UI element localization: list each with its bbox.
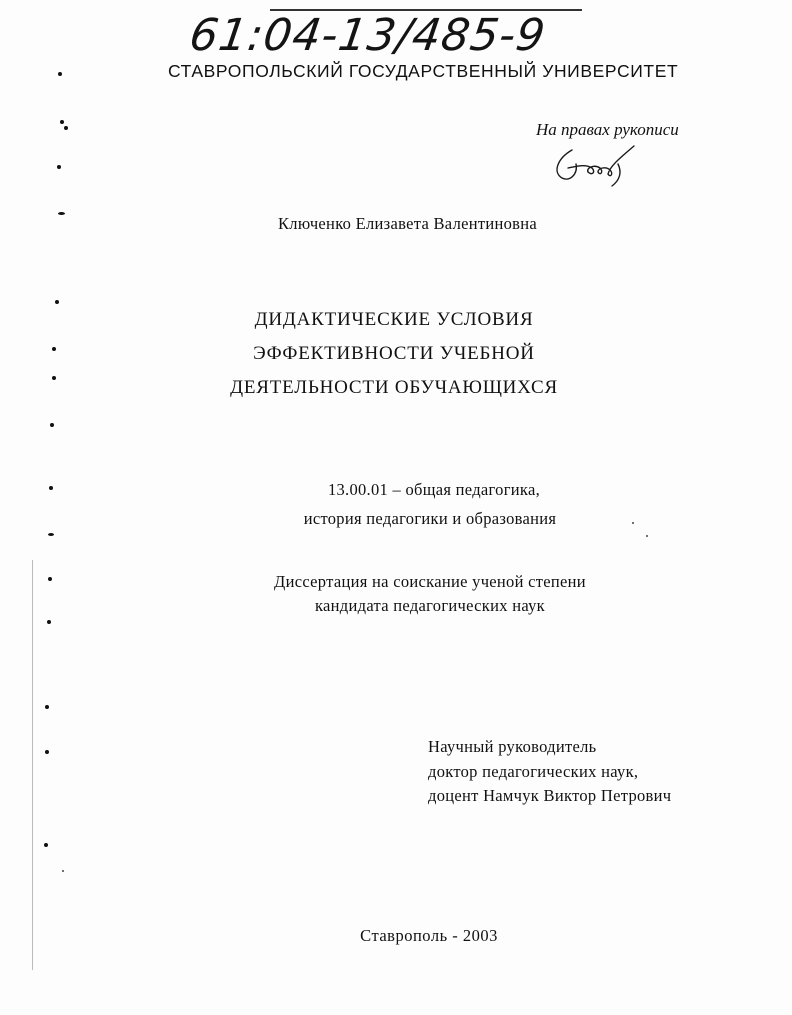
- margin-mark: [58, 212, 65, 215]
- scan-speck: [62, 870, 64, 872]
- specialty-name: история педагогики и образования: [303, 509, 557, 528]
- degree-line-1: Диссертация на соискание ученой степени: [274, 572, 586, 591]
- margin-mark: [52, 376, 56, 380]
- margin-mark: [50, 423, 54, 427]
- supervisor-title: Научный руководитель: [428, 737, 597, 756]
- specialty-code: 13.00.01 – общая педагогика,: [327, 480, 541, 499]
- degree-line-2: кандидата педагогических наук: [314, 596, 545, 615]
- signature: [548, 138, 648, 190]
- city-year: Ставрополь - 2003: [360, 926, 498, 945]
- author-name: Ключенко Елизавета Валентиновна: [278, 214, 538, 233]
- scan-speck: [632, 522, 634, 524]
- margin-mark: [64, 126, 68, 130]
- margin-mark: [60, 120, 64, 124]
- manuscript-label: На правах рукописи: [536, 120, 679, 139]
- thesis-title-line-1: ДИДАКТИЧЕСКИЕ УСЛОВИЯ: [254, 309, 534, 330]
- margin-mark: [45, 750, 49, 754]
- margin-mark: [45, 705, 49, 709]
- margin-mark: [52, 347, 56, 351]
- margin-mark: [57, 165, 61, 169]
- archive-number: 61:04-13/485-9: [186, 10, 549, 61]
- binding-shadow-line: [32, 560, 33, 970]
- supervisor-degree: доктор педагогических наук,: [428, 762, 639, 781]
- thesis-title-line-2: ЭФФЕКТИВНОСТИ УЧЕБНОЙ: [253, 343, 535, 364]
- margin-mark: [48, 577, 52, 581]
- scan-speck: [646, 535, 648, 537]
- margin-mark: [58, 72, 62, 76]
- thesis-title-line-3: ДЕЯТЕЛЬНОСТИ ОБУЧАЮЩИХСЯ: [230, 377, 558, 398]
- margin-mark: [44, 843, 48, 847]
- supervisor-name: доцент Намчук Виктор Петрович: [428, 786, 672, 805]
- margin-mark: [48, 533, 54, 536]
- university-name: СТАВРОПОЛЬСКИЙ ГОСУДАРСТВЕННЫЙ УНИВЕРСИТЕТ: [168, 61, 679, 81]
- margin-mark: [49, 486, 53, 490]
- margin-mark: [55, 300, 59, 304]
- margin-mark: [47, 620, 51, 624]
